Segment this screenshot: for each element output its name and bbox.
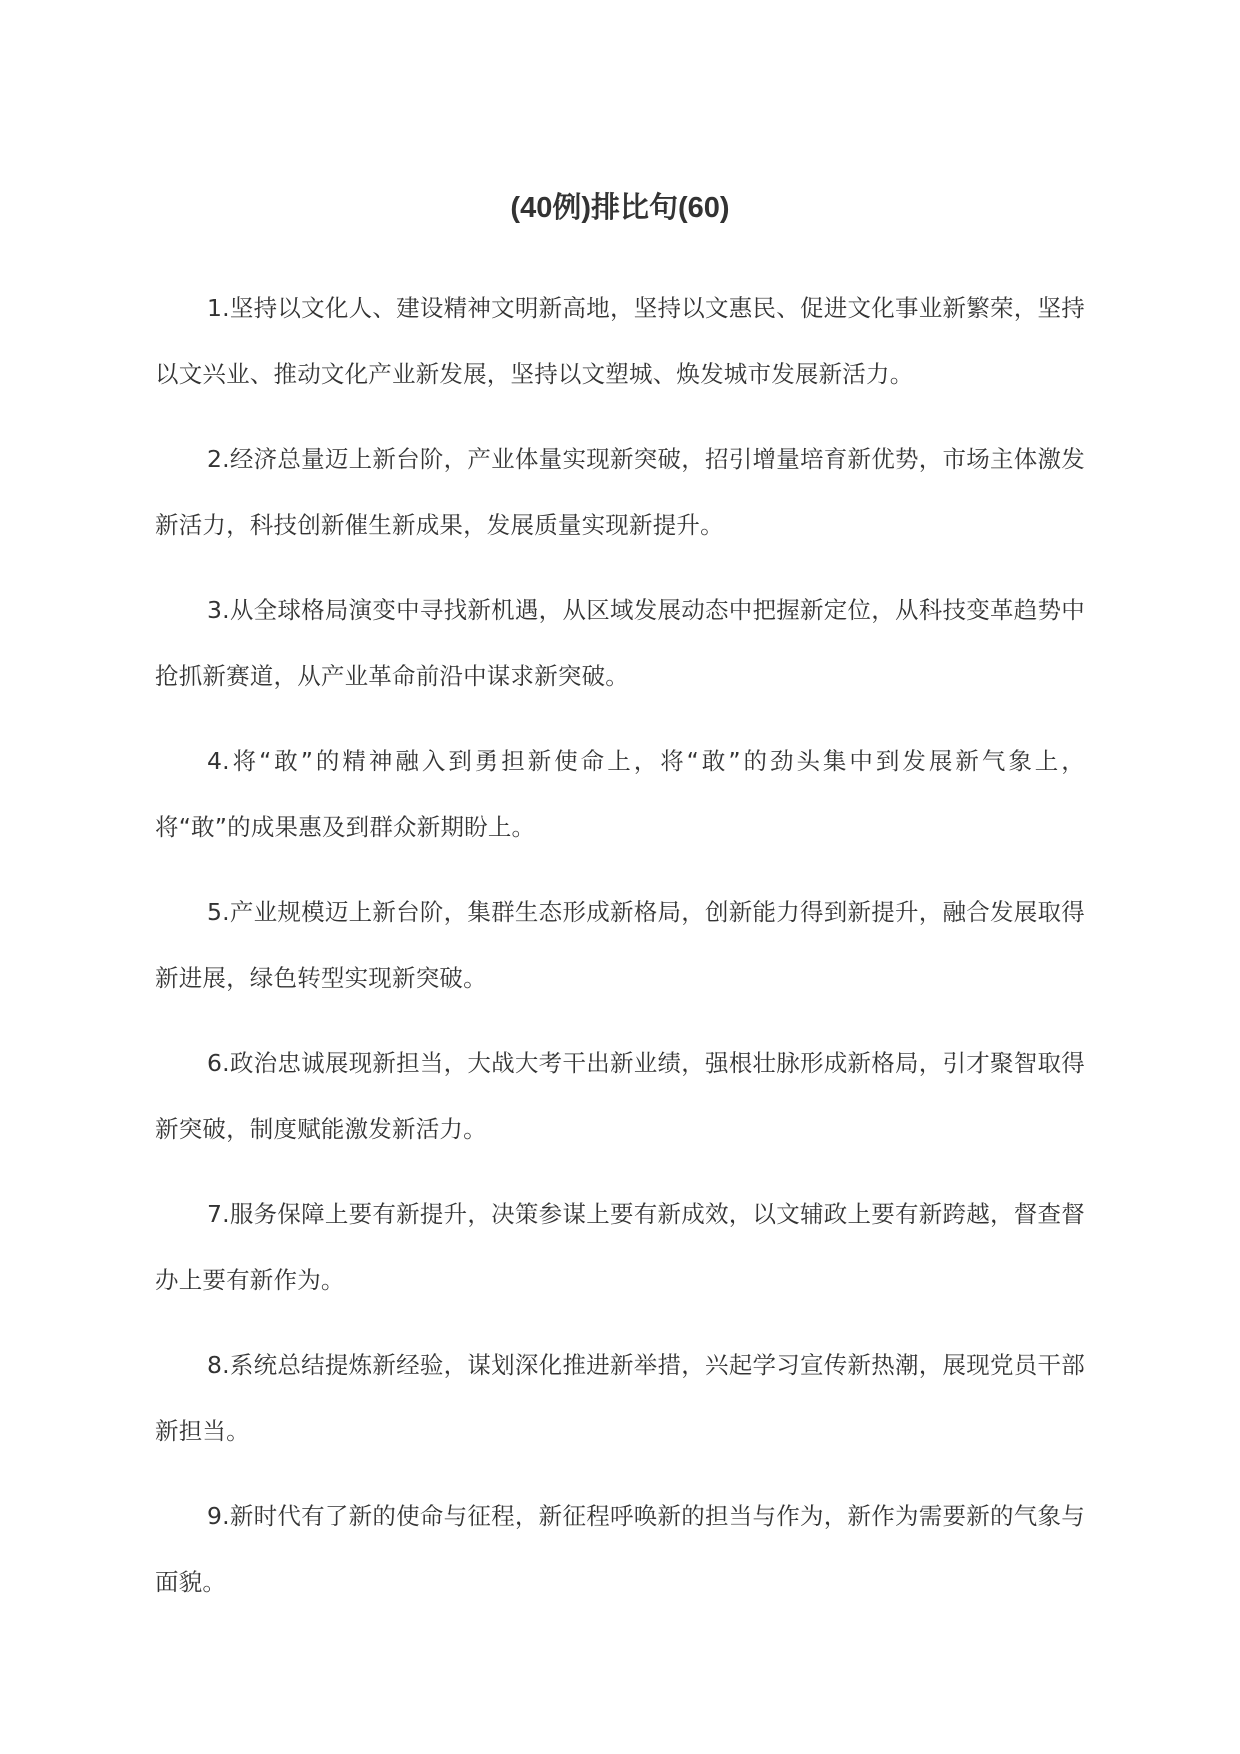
paragraph-6: 6.政治忠诚展现新担当，大战大考干出新业绩，强根壮脉形成新格局，引才聚智取得新突破，制度赋能激发新活力。 bbox=[155, 1049, 1085, 1143]
paragraph-1: 1.坚持以文化人、建设精神文明新高地，坚持以文惠民、促进文化事业新繁荣，坚持以文兴业、推动文化产业新发展，坚持以文塑城、焕发城市发展新活力。 bbox=[155, 294, 1085, 388]
paragraph-2: 2.经济总量迈上新台阶，产业体量实现新突破，招引增量培育新优势，市场主体激发新活力，科技创新催生新成果，发展质量实现新提升。 bbox=[155, 445, 1085, 539]
paragraph-7: 7.服务保障上要有新提升，决策参谋上要有新成效，以文辅政上要有新跨越，督查督办上要有新作为。 bbox=[155, 1200, 1085, 1294]
document-body bbox=[155, 275, 1085, 1634]
paragraph-8: 8.系统总结提炼新经验，谋划深化推进新举措，兴起学习宣传新热潮，展现党员干部新担当。 bbox=[155, 1351, 1085, 1445]
paragraph-9: 9.新时代有了新的使命与征程，新征程呼唤新的担当与作为，新作为需要新的气象与面貌。 bbox=[155, 1502, 1085, 1596]
paragraph-4: 4.将“敢”的精神融入到勇担新使命上，将“敢”的劲头集中到发展新气象上，将“敢”的成果惠及到群众新期盼上。 bbox=[155, 747, 1085, 841]
paragraph-3: 3.从全球格局演变中寻找新机遇，从区域发展动态中把握新定位，从科技变革趋势中抢抓新赛道，从产业革命前沿中谋求新突破。 bbox=[155, 596, 1085, 690]
document-title: (40例)排比句(60) bbox=[510, 192, 730, 224]
paragraph-5: 5.产业规模迈上新台阶，集群生态形成新格局，创新能力得到新提升，融合发展取得新进展，绿色转型实现新突破。 bbox=[155, 898, 1085, 992]
